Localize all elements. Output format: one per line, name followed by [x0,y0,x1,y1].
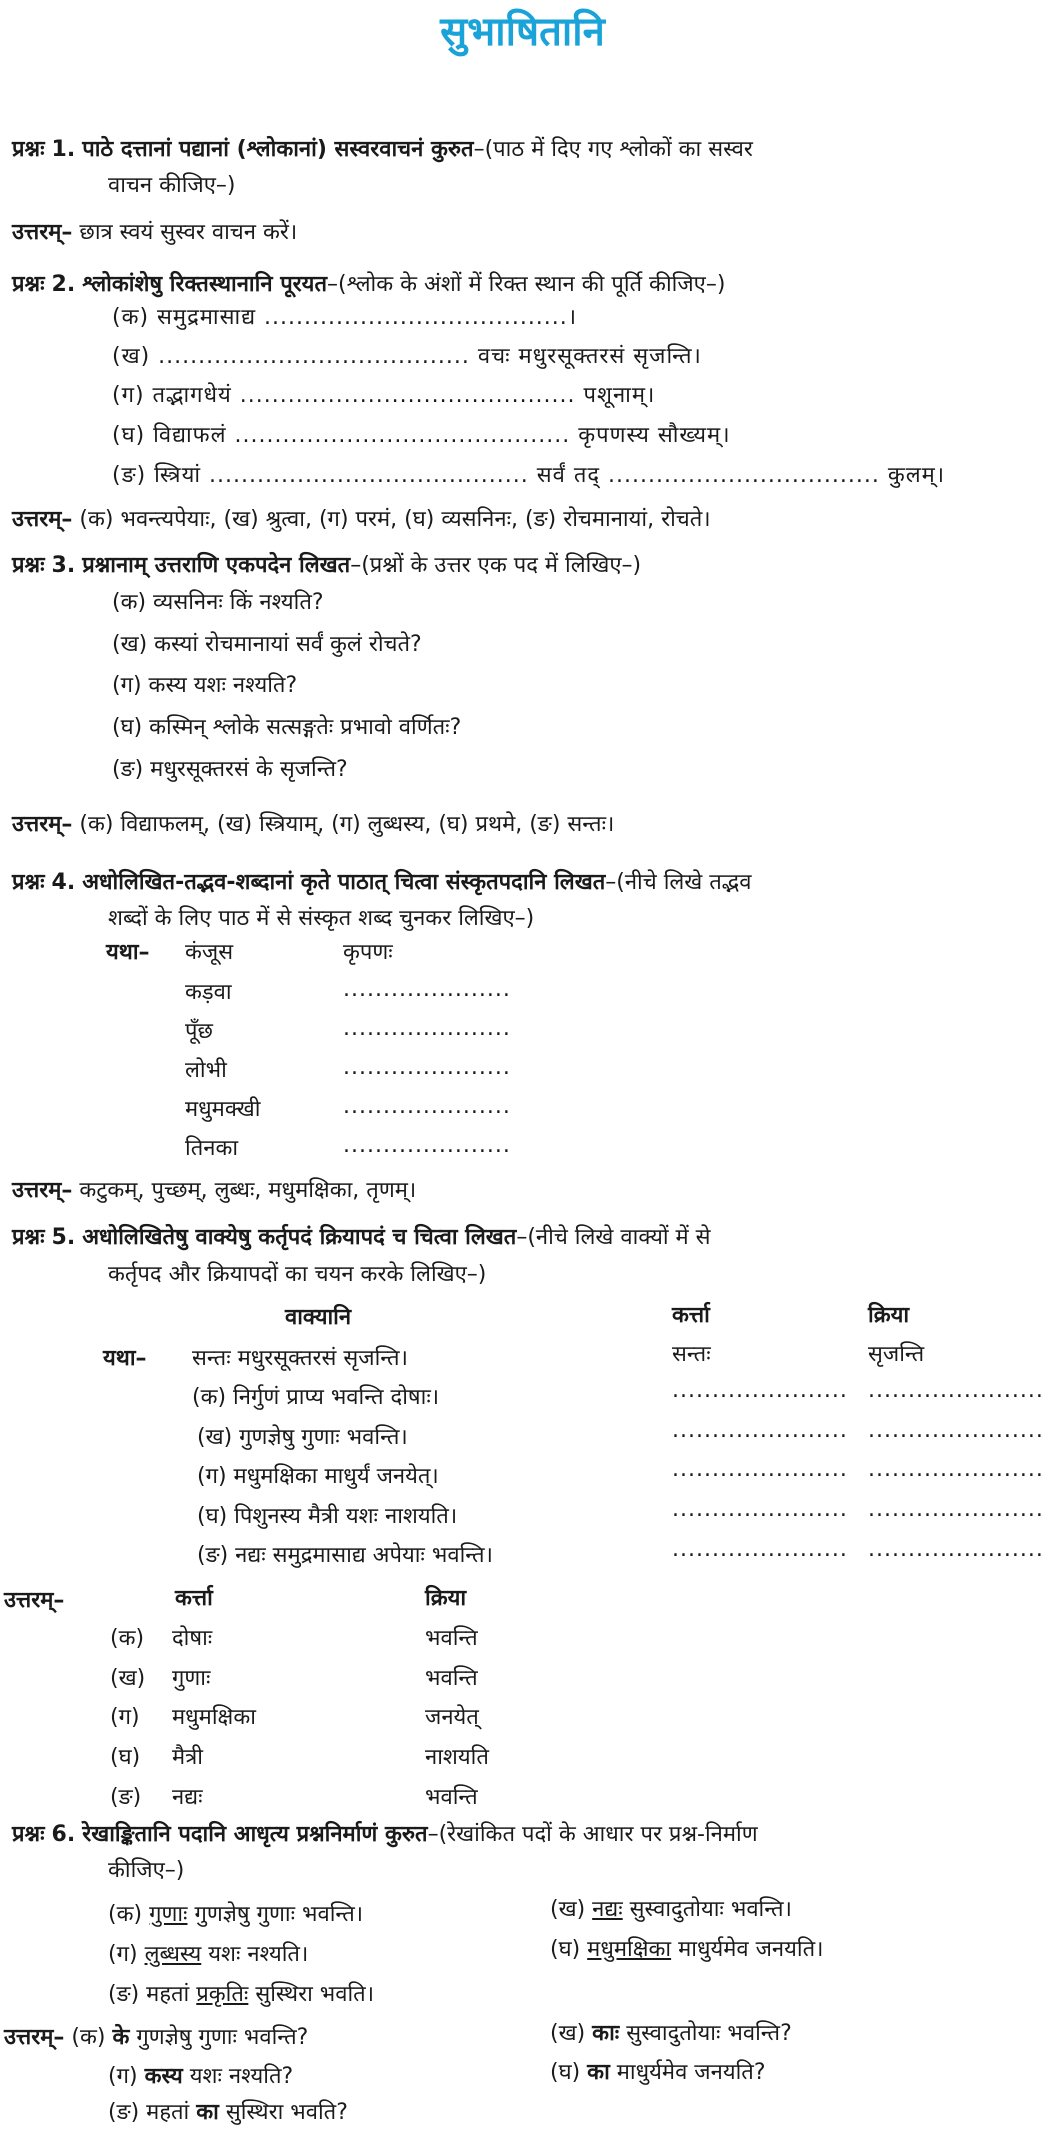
tadbhava-word: पूँछ [185,1019,213,1044]
answer-karta: मधुमक्षिका [172,1705,256,1730]
answer-column-karta: कर्त्ता [175,1586,213,1611]
question-label: प्रश्नः [12,137,45,162]
list-item: (ख) ....................................... वचः मधुरसूक्तरसं सृजन्ति। [112,344,702,369]
answer-text: (क) विद्याफलम्, (ख) स्त्रियाम्, (ग) लुब्धस्य, (घ) प्रथमे, (ङ) सन्तः। [79,812,615,837]
question-heading: पाठे दत्तानां पद्यानां (श्लोकानां) सस्वरवाचनं कुरुत [82,137,474,162]
item-mark: (क) [108,1902,143,1927]
tadbhava-word: लोभी [185,1058,227,1083]
sentence-row: (घ) पिशुनस्य मैत्री यशः नाशयति। [197,1504,458,1529]
question-number: 1. [51,137,76,162]
karta-blank: ...................... [672,1378,848,1403]
answer-karta: दोषाः [172,1626,213,1651]
kriya-blank: ...................... [868,1457,1044,1482]
list-item [108,1902,363,1928]
sentence-row: (ग) मधुमक्षिका माधुर्यं जनयेत्। [197,1464,439,1489]
question-3 [12,553,641,579]
list-item: (ख) कस्यां रोचमानायां सर्वं कुलं रोचते? [112,632,422,657]
answer-1 [12,220,297,246]
item-text: यशः नश्यति? [182,2064,294,2089]
item-text: गुणज्ञेषु गुणाः भवन्ति। [187,1902,364,1927]
example-karta: सन्तः [672,1342,711,1367]
example-label: यथा– [103,1346,147,1371]
answer-mark: (घ) [110,1745,141,1770]
answer-text: कटुकम्, पुच्छम्, लुब्धः, मधुमक्षिका, तृणम्। [79,1178,417,1203]
tadbhava-word: कंजूस [185,940,234,965]
question-instruction: –(नीचे लिखे तद्भव [605,870,752,895]
item-mark: (ङ) [108,2100,140,2125]
answer-6-row [4,2025,308,2051]
page-title: सुभाषितानि [440,9,605,55]
underlined-word: गुणाः [149,1902,188,1927]
question-instruction: –(नीचे लिखे वाक्यों में से [516,1225,711,1250]
underlined-word: लुब्धस्य [144,1942,202,1967]
list-item [108,2064,293,2090]
answer-text: (क) भवन्त्यपेयाः, (ख) श्रुत्वा, (ग) परमं, (घ) व्यसनिनः, (ङ) रोचमानायां, रोचते। [79,507,711,532]
tadbhava-word: मधुमक्खी [185,1097,261,1122]
karta-blank: ...................... [672,1418,848,1443]
sentence-row: (ख) गुणज्ञेषु गुणाः भवन्ति। [197,1425,408,1450]
question-label: प्रश्नः [12,553,45,578]
sanskrit-word-blank: ..................... [343,977,511,1002]
list-item: (ङ) स्त्रियां ........................................ सर्वं तद् .................................. कुलम्। [112,463,946,488]
list-item [108,1942,308,1968]
list-item [550,1937,823,1963]
item-mark: (क) [71,2025,106,2050]
answer-2 [12,507,711,533]
item-text: यशः नश्यति। [201,1942,309,1967]
item-mark: (घ) [550,1937,581,1962]
tadbhava-word: तिनका [185,1136,239,1161]
list-item: (क) व्यसनिनः किं नश्यति? [112,590,324,615]
question-1 [12,137,753,163]
question-5-instruction-cont: कर्तृपद और क्रियापदों का चयन करके लिखिए–) [108,1262,487,1287]
kriya-blank: ...................... [868,1497,1044,1522]
list-item: (घ) विद्याफलं .......................................... कृपणस्य सौख्यम्। [112,423,731,448]
item-text: माधुर्यमेव जनयति? [609,2060,766,2085]
question-word: कस्य [144,2064,183,2089]
question-1-instruction-cont: वाचन कीजिए–) [108,173,236,198]
answer-kriya: भवन्ति [425,1666,478,1691]
column-header-kriya: क्रिया [868,1303,910,1328]
question-label: प्रश्नः [12,870,45,895]
question-word: काः [592,2021,620,2046]
question-heading: अधोलिखित-तद्भव-शब्दानां कृते पाठात् चित्वा संस्कृतपदानि लिखत [82,870,606,895]
answer-kriya: नाशयति [425,1745,489,1770]
answer-label: उत्तरम्– [4,2025,65,2050]
question-instruction: –(रेखांकित पदों के आधार पर प्रश्न-निर्माण [427,1822,758,1847]
question-word: का [196,2100,219,2125]
answer-label: उत्तरम्– [12,507,73,532]
question-instruction: –(श्लोक के अंशों में रिक्त स्थान की पूर्ति कीजिए–) [326,272,726,297]
question-heading: प्रश्नानाम् उत्तराणि एकपदेन लिखत [82,553,351,578]
question-label: प्रश्नः [12,1822,45,1847]
karta-blank: ...................... [672,1497,848,1522]
column-header-sentences: वाक्यानि [285,1305,352,1330]
answer-column-kriya: क्रिया [425,1586,467,1611]
question-6-instruction-cont: कीजिए–) [108,1858,185,1883]
sanskrit-word-blank: ..................... [343,1055,511,1080]
sanskrit-word: कृपणः [343,940,393,965]
answer-label: उत्तरम्– [12,1178,73,1203]
list-item: (क) समुद्रमासाद्य ......................................। [112,305,578,330]
answer-4 [12,1178,416,1204]
underlined-word: प्रकृतिः [196,1982,249,2007]
example-label: यथा– [106,940,150,965]
answer-text: छात्र स्वयं सुस्वर वाचन करें। [79,220,298,245]
item-text: सुस्वादुतोयाः भवन्ति। [622,1897,792,1922]
question-instruction: –(पाठ में दिए गए श्लोकों का सस्वर [473,137,753,162]
question-2 [12,272,725,298]
item-text: सुस्वादुतोयाः भवन्ति? [619,2021,792,2046]
question-4-instruction-cont: शब्दों के लिए पाठ में से संस्कृत शब्द चुनकर लिखिए–) [108,906,535,931]
question-number: 6. [51,1822,76,1847]
question-heading: अधोलिखितेषु वाक्येषु कर्तृपदं क्रियापदं च चित्वा लिखत [82,1225,517,1250]
question-word: का [587,2060,610,2085]
item-text: गुणज्ञेषु गुणाः भवन्ति? [129,2025,309,2050]
answer-kriya: भवन्ति [425,1785,478,1810]
question-number: 4. [51,870,76,895]
answer-karta: गुणाः [172,1666,211,1691]
list-item [108,1982,374,2008]
item-text: माधुर्यमेव जनयति। [671,1937,824,1962]
list-item [108,2100,348,2126]
answer-3 [12,812,614,838]
question-4 [12,870,751,896]
question-word: के [112,2025,130,2050]
answer-karta: नद्यः [172,1785,203,1810]
list-item: (ग) कस्य यशः नश्यति? [112,673,298,698]
answer-label: उत्तरम्– [12,812,73,837]
answer-kriya: भवन्ति [425,1626,478,1651]
sanskrit-word-blank: ..................... [343,1133,511,1158]
tadbhava-word: कड़वा [185,980,232,1005]
item-mark: (ङ) [108,1982,140,2007]
karta-blank: ...................... [672,1457,848,1482]
question-number: 5. [51,1225,76,1250]
item-mark: (ख) [550,2021,586,2046]
example-sentence: सन्तः मधुरसूक्तरसं सृजन्ति। [192,1346,408,1371]
question-label: प्रश्नः [12,1225,45,1250]
sentence-row: (ङ) नद्यः समुद्रमासाद्य अपेयाः भवन्ति। [197,1543,493,1568]
item-text: महतां [139,1982,197,2007]
answer-mark: (ख) [110,1666,146,1691]
question-heading: श्लोकांशेषु रिक्तस्थानानि पूरयत [82,272,327,297]
question-instruction: –(प्रश्नों के उत्तर एक पद में लिखिए–) [350,553,642,578]
kriya-blank: ...................... [868,1378,1044,1403]
sanskrit-word-blank: ..................... [343,1016,511,1041]
item-text: सुस्थिरा भवति? [218,2100,348,2125]
answer-karta: मैत्री [172,1745,203,1770]
answer-label: उत्तरम्– [4,1588,65,1613]
answer-kriya: जनयेत् [425,1705,479,1730]
question-number: 2. [51,272,76,297]
karta-blank: ...................... [672,1537,848,1562]
underlined-word: मधुमक्षिका [587,1937,672,1962]
question-label: प्रश्नः [12,272,45,297]
list-item [550,2060,766,2086]
list-item [550,1897,792,1923]
list-item: (घ) कस्मिन् श्लोके सत्सङ्गतेः प्रभावो वर्णितः? [112,715,462,740]
question-6 [12,1822,758,1848]
kriya-blank: ...................... [868,1537,1044,1562]
item-text: महतां [139,2100,197,2125]
item-mark: (ख) [550,1897,586,1922]
example-kriya: सृजन्ति [868,1342,925,1367]
item-mark: (ग) [108,1942,138,1967]
item-mark: (ग) [108,2064,138,2089]
question-number: 3. [51,553,76,578]
kriya-blank: ...................... [868,1418,1044,1443]
answer-label: उत्तरम्– [12,220,73,245]
item-mark: (घ) [550,2060,581,2085]
list-item: (ङ) मधुरसूक्तरसं के सृजन्ति? [112,757,348,782]
question-heading: रेखाङ्कितानि पदानि आधृत्य प्रश्ननिर्माणं कुरुत [82,1822,428,1847]
item-text: सुस्थिरा भवति। [248,1982,375,2007]
answer-mark: (ङ) [110,1785,142,1810]
question-5 [12,1225,711,1251]
underlined-word: नद्यः [592,1897,623,1922]
answer-mark: (ग) [110,1705,140,1730]
sentence-row: (क) निर्गुणं प्राप्य भवन्ति दोषाः। [192,1385,440,1410]
answer-mark: (क) [110,1626,145,1651]
list-item [550,2021,792,2047]
column-header-karta: कर्त्ता [672,1303,710,1328]
list-item: (ग) तद्भागधेयं .......................................... पशूनाम्। [112,383,656,408]
sanskrit-word-blank: ..................... [343,1094,511,1119]
